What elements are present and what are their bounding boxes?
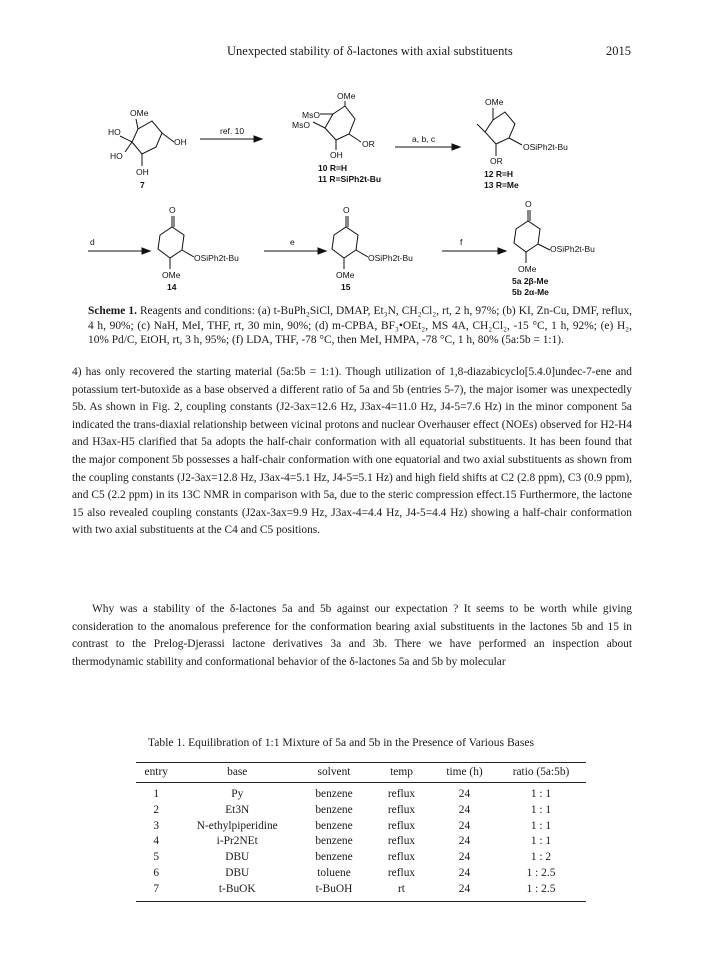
scheme-caption-label: Scheme 1. <box>88 305 137 317</box>
table-cell: 1 : 2 <box>530 851 552 864</box>
ome-label: OMe <box>518 264 537 274</box>
table-cell: 24 <box>458 819 471 832</box>
table-row <box>136 850 586 866</box>
or-label: OR <box>362 139 375 149</box>
table-cell: benzene <box>315 803 353 816</box>
table-cell: reflux <box>387 788 416 800</box>
o-label: O <box>525 199 532 209</box>
table-cell: reflux <box>387 866 416 879</box>
table-cell: Et3N <box>225 803 250 816</box>
otbdps-label: OSiPh2t-Bu <box>368 253 413 263</box>
compound-15-label: 15 <box>341 282 351 292</box>
compound-5a-label: 5a 2β-Me <box>512 276 549 286</box>
table-cell: rt <box>370 882 433 901</box>
table-cell: 6 <box>153 866 160 879</box>
table-row <box>136 783 586 803</box>
oh-label: OH <box>330 150 343 160</box>
table-cell: 1 : 1 <box>530 788 552 800</box>
table-cell: 1 : 2.5 <box>526 866 556 879</box>
table-row <box>136 803 586 819</box>
reagent-d: d <box>90 237 95 247</box>
table-cell: reflux <box>387 803 416 816</box>
ome-label: OMe <box>337 92 356 101</box>
compound-11-label: 11 R=SiPh2t-Bu <box>318 174 382 184</box>
table-header-cell: temp <box>370 763 433 783</box>
or-label: OR <box>490 156 503 166</box>
body-paragraph-2: Why was a stability of the δ-lactones 5a and 5b against our expectation ? It seems to be worth while giving consideration to the anomalous preference for the conformation bearing axial substituents in the lactones 5b and 15 in contrast to the Prelog-Djerassi lactone derivatives 3a and 3b. There we have performed an inspection about thermodynamic stability and conformational behavior of the δ-lactones 5a and 5b by molecular <box>72 603 632 668</box>
table-cell: benzene <box>315 819 353 832</box>
table-cell: 24 <box>433 882 496 901</box>
table-cell: 24 <box>458 788 471 800</box>
table-cell: 1 : 1 <box>530 819 552 832</box>
table-header-cell: entry <box>136 763 177 783</box>
table-cell: 24 <box>458 851 471 864</box>
mso-label: MsO <box>302 110 320 120</box>
table-cell: DBU <box>225 866 250 879</box>
ho-label: HO <box>108 127 121 137</box>
reagent-f: f <box>460 237 463 247</box>
ome-label: OMe <box>336 270 355 280</box>
table-header-cell: ratio (5a:5b) <box>496 763 586 783</box>
otbdps-label: OSiPh2t-Bu <box>550 244 595 254</box>
table-cell: 5 <box>153 851 160 864</box>
ome-label: OMe <box>485 97 504 107</box>
table-row <box>136 882 586 901</box>
table-header-cell: time (h) <box>433 763 496 783</box>
table-cell: 24 <box>458 803 471 816</box>
table-row <box>136 866 586 882</box>
table-cell: 4 <box>153 835 160 848</box>
scheme-caption-text: Reagents and conditions: (a) t-BuPh₂SiCl, DMAP, Et₃N, CH₂Cl₂, rt, 2 h, 97%; (b) KI, Zn-Cu, DMF, reflux, 4 h, 90%; (c) NaH, MeI, THF, rt, 30 min, 90%; (d) m-CPBA, BF₃•OEt₂, MS 4A, CH₂Cl₂, -15 °C, 1 h, 92%; (e) H₂, 10% Pd/C, EtOH, rt, 3 h, 95%; (f) LDA, THF, -78 °C, then MeI, HMPA, -78 °C, 1 h, 80% (5a:5b = 1:1). <box>88 305 632 347</box>
compound-14-label: 14 <box>167 282 177 292</box>
table-cell: DBU <box>225 851 250 864</box>
compound-5b-label: 5b 2α-Me <box>512 287 549 297</box>
table-cell: 1 <box>153 788 160 800</box>
table-header-cell: base <box>177 763 299 783</box>
table-cell: 24 <box>458 835 471 848</box>
running-header <box>0 44 701 64</box>
table-cell: 1 : 2.5 <box>496 882 586 901</box>
table-cell: 24 <box>458 866 471 879</box>
running-title: Unexpected stability of δ-lactones with axial substituents <box>227 44 513 58</box>
table-header-row <box>136 763 586 783</box>
table-cell: t-BuOK <box>177 882 299 901</box>
table-cell: reflux <box>387 819 416 832</box>
page-number: 2015 <box>606 44 631 58</box>
otbdps-label: OSiPh2t-Bu <box>194 253 239 263</box>
reagent-ref10: ref. 10 <box>220 126 245 136</box>
table-cell: 7 <box>136 882 177 901</box>
table-cell: reflux <box>387 835 416 848</box>
oh-label: OH <box>136 167 149 177</box>
reagent-abc: a, b, c <box>412 134 436 144</box>
table-cell: reflux <box>387 851 416 864</box>
scheme-caption <box>88 304 632 348</box>
table-caption: Table 1. Equilibration of 1:1 Mixture of 5a and 5b in the Presence of Various Bases <box>148 736 534 749</box>
table-cell: 3 <box>153 819 160 832</box>
table-row <box>136 819 586 835</box>
table-cell: 1 : 1 <box>530 803 552 816</box>
table-cell: Py <box>231 788 244 800</box>
table-cell: benzene <box>315 788 353 800</box>
table-cell: N-ethylpiperidine <box>196 819 278 832</box>
body-paragraph-1: 4) has only recovered the starting material (5a:5b = 1:1). Though utilization of 1,8-diazabicyclo[5.4.0]undec-7-ene and potassium tert-butoxide as a base observed a different ratio of 5a and 5b (entries 5-7), the major isomer was unexpectedly 5b. As shown in Fig. 2, coupling constants (J2-3ax=12.6 Hz, J3ax-4=11.0 Hz, J4-5=7.6 Hz) in the minor component 5a indicated the trans-diaxial relationship between vicinal protons and nuclear Overhauser effect (NOEs) observed for H2-H4 and H3ax-H5 clarified that 5a adopts the half-chair conformation with all equatorial substituents. It has been found that the major component 5b possesses a half-chair conformation with one equatorial and two axial substituents as shown from the coupling constants (J2-3ax=12.8 Hz, J3ax-4=5.1 Hz, J4-5=5.1 Hz) and high field shifts at C2 (2.8 ppm), C3 (0.9 ppm), and C5 (2.2 ppm) in its 13C NMR in comparison with 5a, due to the steric compression effect.15 Furthermore, the lactone 15 also revealed coupling constants (J2ax-3ax=9.9 Hz, J3ax-4=4.4 Hz, J4-5=4.4 Hz) showing a half-chair conformation with two axial substituents at the C4 and C5 positions. <box>72 366 632 537</box>
table-cell: t-BuOH <box>298 882 370 901</box>
compound-10-label: 10 R=H <box>318 163 348 173</box>
o-label: O <box>343 205 350 215</box>
reagent-e: e <box>290 237 295 247</box>
compound-12-label: 12 R=H <box>484 169 514 179</box>
equilibration-table <box>136 762 586 902</box>
table-header-cell: solvent <box>298 763 370 783</box>
compound-7-label: 7 <box>140 180 145 190</box>
ho-label: HO <box>110 151 123 161</box>
table-cell: benzene <box>315 851 353 864</box>
table-cell: benzene <box>315 835 353 848</box>
oh-label: OH <box>174 137 187 147</box>
table-row <box>136 834 586 850</box>
table-cell: 2 <box>153 803 160 816</box>
mso-label: MsO <box>292 120 310 130</box>
reaction-scheme <box>80 92 640 307</box>
ome-label: OMe <box>130 108 149 118</box>
o-label: O <box>169 205 176 215</box>
scheme-drawing <box>80 92 640 307</box>
table-cell: toluene <box>317 866 351 879</box>
otbdps-label: OSiPh2t-Bu <box>523 142 568 152</box>
table-cell: i-Pr2NEt <box>216 835 258 848</box>
table-cell: 1 : 1 <box>530 835 552 848</box>
compound-13-label: 13 R=Me <box>484 180 519 190</box>
ome-label: OMe <box>162 270 181 280</box>
